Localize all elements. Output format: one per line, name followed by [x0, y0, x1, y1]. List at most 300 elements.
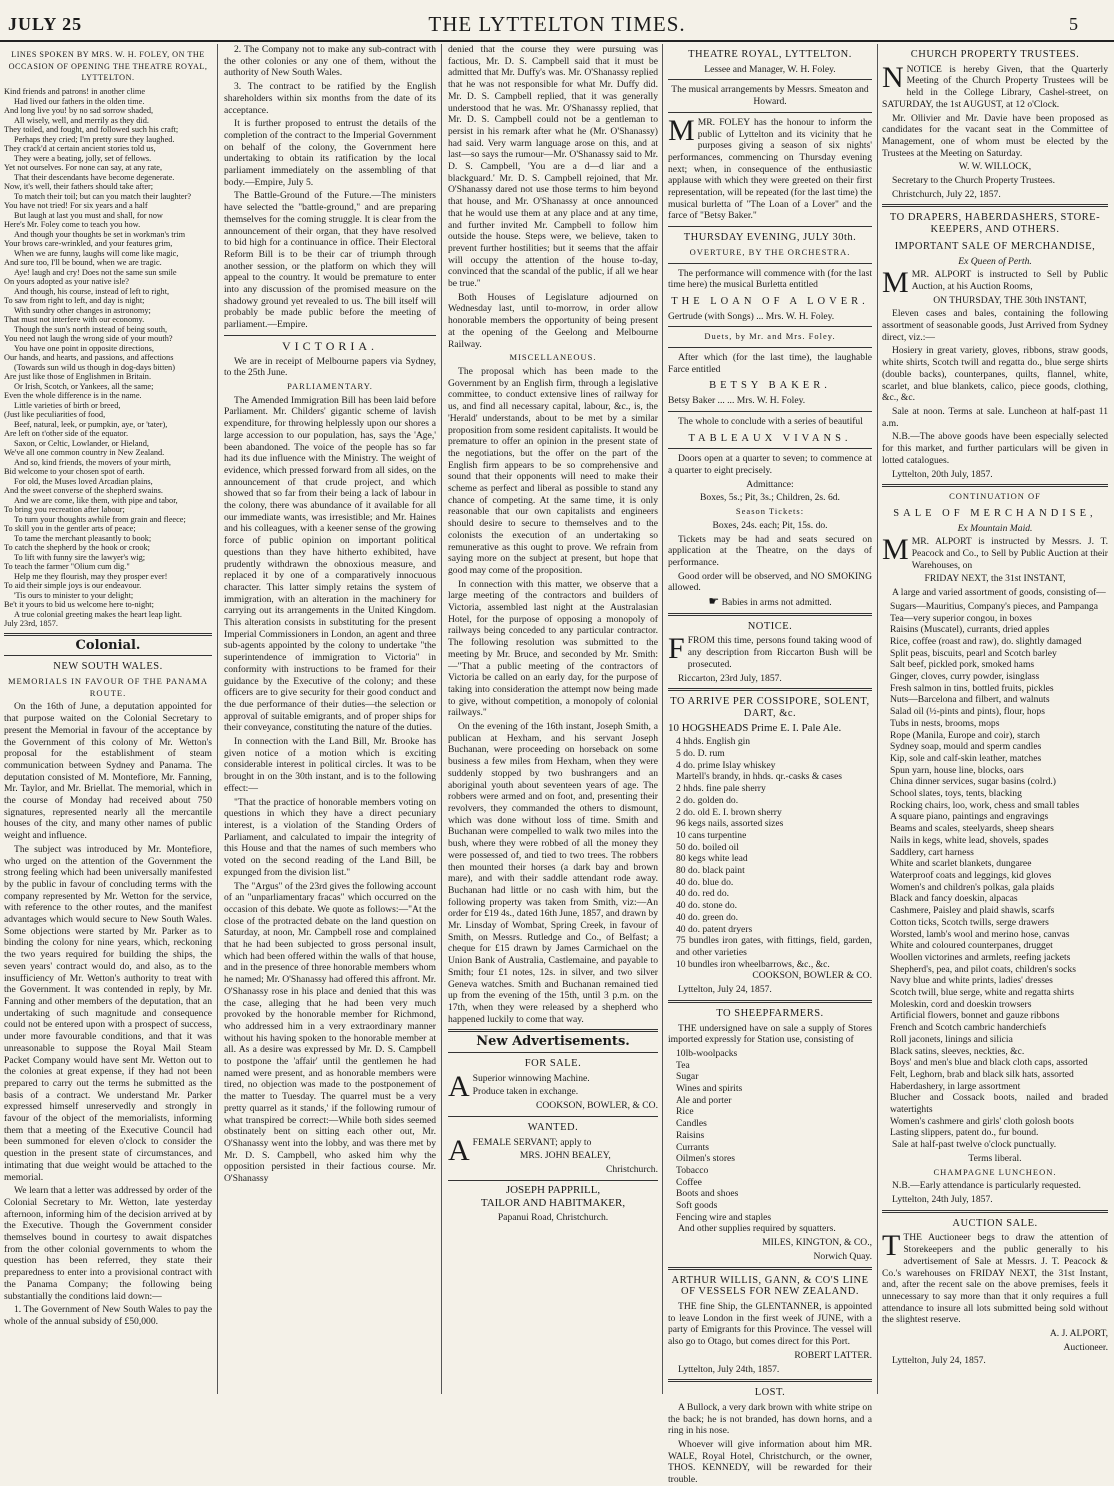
arrive-item: 75 bundles iron gates, with fittings, field, garden, and other varieties: [676, 935, 872, 958]
poem-line: That their descendants have become degenerate.: [14, 172, 175, 182]
poem-line: (Towards sun wild us though in dog-days bitten): [14, 362, 175, 372]
sheep-item: Candles: [676, 1118, 707, 1130]
alport2-date-2: Lyttelton, 24th July, 1857.: [892, 1193, 993, 1205]
alport2-date: FRIDAY NEXT, the 31st INSTANT,: [924, 573, 1066, 585]
champagne-luncheon: CHAMPAGNE LUNCHEON.: [933, 1166, 1057, 1177]
sheep-item: 10lb-woolpacks: [676, 1047, 738, 1059]
arrive-item: 50 do. boiled oil: [676, 841, 739, 853]
victoria-paragraph: The "Argus" of the 23rd gives the following account of an "unparliamentary fracas" which occurred on the occasion of this debate. We quote as follows:—"At the close of the protracted debate on the land question on Saturday, at noon, Mr. Campbell rose and complained that he had been subjected to gross personal insult, which had been offered within the walls of that house, and in the presence of three honorable members whom he named; Mr. O'Shanassy had offered this affront. Mr. O'Shanassy rose in his place and denied that this was the case, alleging that he had been very much provoked by the honorable member for Richmond, who addressed him in a very extraordinary manner without his having spoken to the honorable member at all. As a desire was expressed by Mr. D. S. Campbell to postpone the 'affair' until the gentlemen he had named were present, and as honorable members were tired, no objection was made to the postponement of the matter to Tuesday. The quarrel must be a very pretty quarrel as it stands,' if the following rumour of what transpired be correct:—While both sides seemed obstinately bent on sitting each other out, Mr. O'Shanassy went into the lobby, and was there met by Mr. D. S. Campbell, who asked him why the opposition persisted in their factious course. Mr. O'Shanassy: [224, 880, 436, 1185]
poem-line: Are left on t'other side of the equator.: [4, 429, 129, 439]
babies-text: Babies in arms not admitted.: [721, 597, 832, 609]
auction-role: Auctioneer.: [1063, 1341, 1108, 1353]
betsy-cast: Betsy Baker ... ... Mrs. W. H. Foley.: [668, 395, 806, 407]
column-5: [882, 44, 1108, 1394]
poem-line: But laugh at last you must and shall, for now: [14, 210, 163, 220]
tailor-address: Papanui Road, Christchurch.: [497, 1212, 609, 1224]
arrive-item: Martell's brandy, in hhds. qr.-casks & cases: [676, 771, 843, 783]
poem-line: You have one point in opposite directions,: [14, 343, 154, 353]
poem-line: All wisely, well, and merrily as they did.: [14, 115, 149, 125]
alport2-item: Woollen victorines and armlets, reefing jackets: [890, 951, 1071, 963]
divider: [448, 1116, 658, 1117]
alport2-item: Boys' and men's blue and black cloth caps, assorted: [890, 1057, 1088, 1069]
alport-text: MR. ALPORT is instructed to Sell by Public Auction, at his Auction Rooms,: [911, 269, 1108, 292]
divider: [668, 613, 872, 616]
victoria-heading: VICTORIA.: [281, 338, 379, 353]
contract-condition: 2. The Company not to make any sub-contract with the other colonies or any one of them, without the authority of New South Wales.: [224, 44, 436, 79]
sheep-intro: THE undersigned have on sale a supply of Stores imported expressly for Station use, consisting of: [668, 1022, 872, 1046]
tailor-name: JOSEPH PAPPRILL,: [505, 1183, 601, 1196]
miscellaneous-paragraph: The proposal which has been made to the Government by an English firm, through a legislative committee, to conduct extensive lines of railway for us, and find all necessary capital, labour, &c., is, the 'Herald' understands, about to be met by a similar proposition from some resident capitalists. It would be premature to offer an opinion in the present state of the negotiations, but the offer on the part of the English firm appears to be so comprehensive and sound that their opponents will need to make their scheme as perfect and liberal as possible to stand any chance of competing. At the same time, it is only reasonable that our own capitalists and engineers should desire to secure to themselves and to the colonists the execution of an undertaking so remunerative as this ought to prove. We refrain from saying more on the subject at present, but hope that good may come of the proposition.: [448, 365, 658, 576]
arrive-item: 80 do. black paint: [676, 865, 745, 877]
alport2-item: Ginger, cloves, curry powder, isinglass: [890, 671, 1040, 683]
arrive-item: 4 do. prime Islay whiskey: [676, 759, 776, 771]
arrive-item: 4 hhds. English gin: [676, 736, 751, 748]
arrive-item: 40 do. stone do.: [676, 900, 738, 912]
continuation-title: SALE OF MERCHANDISE,: [893, 507, 1097, 519]
alport2-item: Scotch twill, blue serge, white and regatta shirts: [890, 987, 1074, 999]
column-4: [668, 44, 872, 1486]
drapers-heading: TO DRAPERS, HABERDASHERS, STORE-KEEPERS, AND OTHERS.: [889, 212, 1101, 236]
sheep-item: Tea: [676, 1059, 690, 1071]
poem-line: To saw from right to left, and day is night;: [4, 296, 145, 306]
alport2-list: [882, 601, 1108, 1139]
babies-note: [668, 596, 872, 609]
alport-list: Hosiery in great variety, gloves, ribbons, straw goods, white shirts, Scotch twill and regatta do., blue serge shirts (double backs), counterpanes, quilts, flannel, white, scarlet, and blue blankets, calico, piece goods, clothing, &c., &c.: [882, 345, 1108, 404]
church-notice: [882, 60, 1108, 111]
duets: Duets, by Mr. and Mrs. Foley.: [704, 331, 836, 342]
divider: [882, 204, 1108, 207]
poem-line: Help me they flourish, may they prosper ever!: [14, 571, 168, 581]
divider: [448, 1180, 658, 1181]
alport2-item: Kip, sole and calf-skin leather, matches: [890, 752, 1042, 764]
divider: [882, 484, 1108, 487]
thursday-heading: THURSDAY EVENING, JULY 30th.: [683, 232, 857, 244]
battle-ground-article: The Battle-Ground of the Future.—The ministers have selected the "battle-ground," and are preparing themselves for the coming struggle. It is clear from the announcement of their organ, that they have resolved to bid high for a continuance in office. Their Electoral Reform Bill is to be their car of triumph through another session, or the platform on which they will appeal to the country. It would be premature to enter into any discussion of the promised measure on the shadowy ground yet revealed to us. The bill itself will probably be made public before the meeting of parliament.—Empire.: [224, 190, 436, 331]
poem-line: Though the sun's north instead of being south,: [14, 324, 168, 334]
poem-line: And long live you! by no sad sorrow shaded,: [4, 106, 154, 116]
alport2-item: Haberdashery, in large assortment: [890, 1080, 1021, 1092]
poem-line: July 23rd, 1857.: [4, 619, 58, 629]
alport2-item: Salt beef, pickled pork, smoked hams: [890, 659, 1035, 671]
poem-line: Had lived our fathers in the olden time.: [14, 96, 145, 106]
poem-line: Aye! laugh and cry! Does not the same sun smile: [14, 267, 177, 277]
vessels-date: Lyttelton, July 24th, 1857.: [678, 1363, 780, 1375]
church-date: Christchurch, July 22, 1857.: [892, 188, 1001, 200]
sheep-item: Soft goods: [676, 1200, 718, 1212]
admittance-label: Admittance:: [746, 478, 794, 490]
overture: OVERTURE, BY THE ORCHESTRA.: [689, 246, 851, 257]
poem-line: On yours adopted as your native isle?: [4, 277, 129, 287]
pointing-hand-icon: ☛: [708, 594, 720, 609]
poem-line: Here's Mr. Foley come to teach you how.: [4, 220, 141, 230]
sheep-item: Raisins: [676, 1129, 705, 1141]
page-number: 5: [1069, 14, 1078, 34]
loan-title: THE LOAN OF A LOVER.: [671, 295, 869, 307]
alport-terms: Sale at noon. Terms at sale. Luncheon at half-past 11 a.m.: [882, 405, 1108, 429]
auction-notice: [882, 1229, 1108, 1326]
poem-line: Little varieties of birth or breed,: [14, 400, 121, 410]
betsy-title: BETSY BAKER.: [709, 380, 831, 392]
alport2-item: School slates, toys, tents, blacking: [890, 788, 1022, 800]
arrive-item: 80 kegs white lead: [676, 853, 748, 865]
divider: [668, 347, 872, 348]
alport2-text-2: A large and varied assortment of goods, consisting of—: [892, 587, 1106, 599]
poem-line: And the sweet converse of the shepherd swains.: [4, 486, 163, 496]
vessels-text: THE fine Ship, the GLENTANNER, is appointed to leave London in the first week of JUNE, with a party of Emigrants for this Province. The vessel will also go to Otago, but comes direct for this Port.: [668, 1300, 872, 1348]
poem-line: To skill you in the gentler arts of peace;: [4, 524, 136, 534]
auction-text: THE Auctioneer begs to draw the attention of Storekeepers and the public generally to his advertisement of Sale at Messrs. J. T. Peacock & Co.'s warehouses on FRIDAY NEXT, the 31st Instant, and, after the recent sale on the above premises, feels it unnecessary to say more than that it only requires a full attendance to insure all lots submitted being sold without the slightest reserve.: [882, 1232, 1108, 1326]
poem-line: Our hands, and hearts, and passions, and affections: [4, 353, 174, 363]
poem-line: And so, kind friends, the movers of your mirth,: [14, 457, 171, 467]
poem-line: (Just like peculiarities of food,: [4, 410, 106, 420]
alport2-item: French and Scotch cambric handerchiefs: [890, 1022, 1047, 1034]
tableaux-title: TABLEAUX VIVANS.: [688, 432, 852, 444]
nsw-subheading: MEMORIALS IN FAVOUR OF THE PANAMA ROUTE.: [7, 676, 209, 698]
arrive-item: 2 do. old E. I. brown sherry: [676, 806, 782, 818]
article-paragraph: denied that the course they were pursuing was factious, Mr. D. S. Campbell said that it must be admitted that Mr. Duffy's was. Mr. O'Shanassy replied that he was not responsible for what Mr. Duffy did. Mr. D. S. Campbell replied, that it was generally understood that he was. Mr. O'Shanassy replied, that Mr. D. S. Campbell could not be a gentleman to persist in his remark after what he (Mr. O'Shanassy) had said. Very warm language arose on this, and at last—so says the rumour—Mr. O'Shanassy said to Mr. D. S. Campbell, 'You are a d—d liar and a blackguard.' Mr. D. S. Campbell rejoined, that Mr. O'Shanassy dared not use those terms to him beyond that house, and Mr. O'Shanassy at once announced that he would use them at any place and at any time, and further invited Mr. Campbell to follow him outside the house. Steps were, we believe, taken to prevent further hostilities; but it seems that the affair will occupy the attention of the house to-day, convinced that the scandal of the public, if all we hear be true.": [448, 44, 658, 290]
alport2-item: Beams and scales, steelyards, sheep shears: [890, 823, 1054, 835]
gertrude-cast: Gertrude (with Songs) ... Mrs. W. H. Foley.: [668, 310, 835, 322]
forsale-ad: [448, 1069, 658, 1112]
poem-line: To bring you recreation after labour;: [4, 505, 125, 515]
poem-line: That must not interfere with our economy.: [4, 315, 145, 325]
alport2-item: Blucher and Cossack boots, nailed and braded watertights: [890, 1092, 1108, 1116]
alport2-item: Salad oil (½-pints and pints), flour, hops: [890, 706, 1045, 718]
poem: [4, 87, 212, 629]
alport2-item: Roll jaconets, linings and silicia: [890, 1033, 1013, 1045]
drop-cap: F: [668, 632, 685, 666]
sheep-other: And other supplies required by squatters.: [678, 1223, 836, 1235]
contract-condition: 3. The contract to be ratified by the English shareholders within six months from the date of its acceptance.: [224, 81, 436, 116]
poem-line: When we are funny, laughs will come like magic,: [14, 248, 179, 258]
drop-cap: M: [882, 533, 909, 567]
notice-ad: [668, 632, 872, 670]
column-1: [4, 44, 212, 1394]
alport2-item: Nails in kegs, white lead, shovels, spades: [890, 834, 1049, 846]
alport2-item: Rope (Manila, Europe and coir), starch: [890, 729, 1040, 741]
auction-date: Lyttelton, July 24, 1857.: [892, 1355, 986, 1367]
column-rule: [441, 44, 442, 1394]
sheep-item: Coffee: [676, 1176, 702, 1188]
alport2-terms: Terms liberal.: [968, 1152, 1022, 1164]
arrive-item: 10 bundles iron wheelbarrows, &c., &c.: [676, 958, 830, 970]
divider: [448, 1052, 658, 1053]
wanted-ad: [448, 1133, 658, 1176]
poem-line: Perhaps they cried; I'm pretty sure they laughed.: [14, 134, 175, 144]
church-role: Secretary to the Church Property Trustees.: [892, 175, 1056, 187]
season-prices: Boxes, 24s. each; Pit, 15s. do.: [712, 519, 828, 531]
poem-line: To aid their simple joys is our endeavour.: [4, 581, 142, 591]
victoria-paragraph: The Amended Immigration Bill has been laid before Parliament. Mr. Childers' gigantic scheme of lavish expenditure, for throwing helplessly upon our shores a large accession to our population, has, says the 'Age,' been abandoned. The voice of the people has so far had its due influence with the Ministry. The weight of evidence, which pressed forward from all sides, on the announcement of that crude project, and which showed that so far from their being a lack of labour in the colony, there was abundance of it available for all our immediate wants, was irresistible; and Mr. Haines and his colleagues, with a keener sense of the growing force of public opinion on important political questions than they have hitherto exhibited, have prudently withdrawn the obnoxious measure, and replaced it by one of a comparatively innocuous character. This latter simply retains the system of immigration, with an alteration in the machinery for carrying out its arrangements in the United Kingdom. This alteration consists in substituting for the present Imperial Commissioners in London, an agent and three sub-agents appointed by the colony to undertake "the superintendence of immigration to Victoria" in conformity with instructions to be framed for their guidance by the Executive of the colony; and these officers are to give security for their good conduct and the due performance of their duties—the selection or approval of suitable emigrants, and of proper ships for their conveyance, constituting the nature of the duties.: [224, 394, 436, 734]
arrive-list: [668, 736, 872, 970]
victoria-article: [224, 395, 436, 1185]
wanted-heading: WANTED.: [527, 1121, 579, 1133]
alport-text-2: Eleven cases and bales, containing the following assortment of seasonable goods, Just Arrived from Sydney direct, viz.:—: [882, 308, 1108, 343]
arrive-date: Lyttelton, July 24, 1857.: [678, 984, 772, 996]
alport2-item: Cotton ticks, Scotch twills, serge drawers: [890, 916, 1049, 928]
poem-line: Are just like those of Englishmen in Britain.: [4, 372, 152, 382]
lost-reward: Whoever will give information about him MR. WALE, Royal Hotel, Christchurch, or the owner, THOS. KENNEDY, will be rewarded for their trouble.: [668, 1439, 872, 1486]
auction-signature: A. J. ALPORT,: [1049, 1328, 1108, 1340]
alport2-item: China dinner services, sugar basins (colrd.): [890, 776, 1056, 788]
divider: [668, 326, 872, 327]
church-signature: W. W. WILLOCK,: [958, 161, 1032, 173]
poem-line: A true colonial greeting makes the heart leap light.: [14, 609, 182, 619]
notice-text: FROM this time, persons found taking wood of any description from Riccarton Bush will be prosecuted.: [687, 635, 872, 670]
alport2-item: Lasting slippers, patent do., fur bound.: [890, 1127, 1039, 1139]
alport2-item: Raisins (Muscatel), currants, dried apples: [890, 624, 1050, 636]
drapers-subheading: IMPORTANT SALE OF MERCHANDISE,: [894, 240, 1096, 252]
poem-line: Yet not ourselves. For none can say, at any rate,: [4, 163, 163, 173]
poem-line: And though your thoughts be set in workman's trim: [14, 229, 186, 239]
drop-cap: T: [882, 1229, 901, 1263]
poem-line: To match their toil; but can you match their laughter?: [14, 191, 192, 201]
poem-line: Or Irish, Scotch, or Yankees, all the same;: [14, 381, 154, 391]
miscellaneous-article: [448, 366, 658, 1025]
poem-title: LINES SPOKEN BY MRS. W. H. FOLEY, ON THE OCCASION OF OPENING THE THEATRE ROYAL, LYTTELTON.: [8, 50, 208, 83]
poem-line: To teach the farmer "Olium cum dig.": [4, 562, 130, 572]
poem-line: With sundry other changes in astronomy;: [14, 305, 151, 315]
nsw-paragraph: The subject was introduced by Mr. Montefiore, who urged on the attention of the Government the strong feeling which had been universally manifested by the public in favour of concluding terms with the company represented by Mr. Wetton for the service, with reference to the other routes, and the manifest advantages which would secure to New South Wales. Some objections were started by Mr. Parker as to binding the colony for nine years, which, reckoning the two years required for building the ships, the seven years' contract would do, and also, as to the insufficiency of Mr. Wetton's authority to treat with the Government. It was contended in reply, by Mr. Fanning and other members of the deputation, that an undertaking of such magnitude and consequence could not be entered upon with a prospect of success, under more favourable conditions, and that it was unreasonable to suppose the Royal Mail Steam Packet Company would have sent Mr. Wetton out to the colonies at great expense, if they had not been prepared to carry out the terms he submitted as the basis of a contract. We understand Mr. Parker expressed himself unreservedly and strongly in favour of the object of the memorialists, informing them that a meeting of the Executive Council had been summoned for eleven o'clock to consider the question in the present state of circumstances, and intimating that due weight would be attached to the memorial.: [4, 843, 212, 1183]
alport2-item: Rocking chairs, loo, work, chess and small tables: [890, 799, 1080, 811]
divider: [668, 411, 872, 412]
section-heading-colonial: Colonial.: [75, 637, 141, 653]
poem-line: Your brows care-wrinkled, and your features grim,: [4, 239, 173, 249]
drop-cap: N: [882, 60, 904, 94]
article-paragraph: It is further proposed to entrust the details of the completion of the contract to the Imperial Government on behalf of the colony, the Government here undertaking to obtain its ratification by the local parliament immediately on the assembling of that body.—Empire, July 5.: [224, 118, 436, 188]
divider: [668, 263, 872, 264]
alport2-item: Fresh salmon in tins, bottled fruits, pickles: [890, 682, 1054, 694]
alport2-text: MR. ALPORT is instructed by Messrs. J. T. Peacock and Co., to Sell by Public Auction at their Warehouses, on: [911, 536, 1108, 571]
alport2-item: Shepherd's, pea, and pilot coats, children's socks: [890, 963, 1076, 975]
column-3: [448, 44, 658, 1394]
alport2-item: Sydney soap, mould and sperm candles: [890, 741, 1042, 753]
arrive-item: 40 do. patent dryers: [676, 923, 753, 935]
forsale-heading: FOR SALE.: [524, 1058, 582, 1070]
arrive-item: 40 do. blue do.: [676, 876, 734, 888]
contract-conditions: [224, 44, 436, 116]
divider: [668, 1267, 872, 1270]
poem-line: And sure too, I'll be bound, when we are tragic.: [4, 258, 162, 268]
column-rule: [217, 44, 218, 1394]
sheep-item: Currants: [676, 1141, 710, 1153]
wanted-name: MRS. JOHN BEALEY,: [519, 1150, 611, 1162]
lost-text: A Bullock, a very dark brown with white stripe on the back; he is not branded, has down horns, and a ring in his nose.: [668, 1401, 872, 1437]
poem-line: They crack'd at certain ancient stories told us,: [4, 144, 156, 154]
victoria-paragraph: In connection with the Land Bill, Mr. Brooke has given notice of a motion which is exciting considerable interest in political circles. It was to be brought in on the 30th instant, and is to the following effect:—: [224, 736, 436, 794]
sheep-item: Sugar: [676, 1071, 699, 1083]
poem-line: To tame the merchant pleasantly to book;: [14, 533, 152, 543]
sheep-item: Tobacco: [676, 1164, 709, 1176]
divider: [224, 335, 436, 336]
sheep-list: [668, 1048, 872, 1224]
issue-date: JULY 25: [8, 14, 83, 34]
alport2-item: Sugars—Mauritius, Company's pieces, and Pampanga: [890, 600, 1098, 612]
article-paragraph: Both Houses of Legislature adjourned on Wednesday last, until to-morrow, in order allow honorable members the opportunity of being present at the opening of the Geelong and Melbourne Railway.: [448, 291, 658, 350]
sheep-item: Boots and shoes: [676, 1188, 739, 1200]
poem-line: We've all one common country in New Zealand.: [4, 448, 165, 458]
column-rule: [877, 44, 878, 1394]
forsale-line: Produce taken in exchange.: [472, 1086, 579, 1098]
masthead: [0, 0, 1114, 42]
poem-line: Saxon, or Celtic, Lowlander, or Hieland,: [14, 438, 149, 448]
church-text-2: Mr. Ollivier and Mr. Davie have been proposed as candidates for the vacant seat in the Committee of Management, one of whom must be elected by the Trustees at the Meeting on Saturday.: [882, 112, 1108, 159]
newspaper-title: THE LYTTELTON TIMES.: [428, 12, 686, 36]
alport-date-2: Lyttelton, 20th July, 1857.: [892, 468, 993, 480]
church-heading: CHURCH PROPERTY TRUSTEES.: [910, 49, 1080, 60]
poem-line: You need not laugh the wrong side of your mouth?: [4, 334, 173, 344]
church-text: NOTICE is hereby Given, that the Quarterly Meeting of the Church Property Trustees will be held in the College Library, Cashel-street, on SATURDAY, the 1st AUGUST, at 12 o'Clock.: [882, 63, 1108, 110]
arrive-item: 5 do. D. rum: [676, 748, 725, 760]
new-advertisements-heading: New Advertisements.: [476, 1034, 630, 1050]
notice-date: Riccarton, 23rd July, 1857.: [678, 672, 782, 684]
column-2: [224, 44, 436, 1394]
drapers-ship: Ex Queen of Perth.: [958, 255, 1032, 267]
arrive-item: 96 kegs nails, assorted sizes: [676, 818, 784, 830]
performance-note: The performance will commence with (for the last time here) the musical Burletta entitled: [668, 267, 872, 291]
divider: [668, 79, 872, 80]
season-label: Season Tickets:: [735, 506, 805, 517]
sheep-signature: MILES, KINGTON, & CO.,: [762, 1237, 872, 1249]
divider: [448, 1029, 658, 1032]
alport2-item: Tubs in nests, brooms, mops: [890, 717, 1000, 729]
miscellaneous-heading: MISCELLANEOUS.: [509, 352, 597, 363]
drop-cap: M: [668, 113, 695, 147]
divider: [668, 688, 872, 691]
poem-line: To turn your thoughts awhile from grain and fleece;: [14, 514, 186, 524]
alport2-item: Worsted, lamb's wool and merino hose, canvas: [890, 928, 1070, 940]
tailor-trade: TAILOR AND HABITMAKER,: [480, 1197, 626, 1210]
arrive-lead: 10 HOGSHEADS Prime E. I. Pale Ale.: [668, 721, 842, 734]
vessels-heading: ARTHUR WILLIS, GANN, & CO'S LINE OF VESSELS FOR NEW ZEALAND.: [671, 1274, 869, 1298]
poem-line: Be't it yours to bid us welcome here to-night;: [4, 600, 154, 610]
alport2-item: Spun yarn, house line, blocks, oars: [890, 764, 1024, 776]
victoria-intro: We are in receipt of Melbourne papers via Sydney, to the 25th June.: [224, 355, 436, 379]
notice-heading: NOTICE.: [747, 620, 793, 632]
alport2-item: Cashmere, Paisley and plaid shawls, scarfs: [890, 905, 1055, 917]
foley-announcement: [668, 113, 872, 222]
divider: [882, 1210, 1108, 1213]
miscellaneous-paragraph: On the evening of the 16th instant, Joseph Smith, a publican at Hexham, and his servant Joseph Buchanan, were proceeding on horseback on some business a few miles from Hexham, when they were suddenly stopped by two bushrangers and an aboriginal youth about seventeen years of age. The robbers were armed and on foot, and, presenting their revolvers, they commanded the others to dismount, which was done without loss of time. Smith and Buchanan were compelled to walk two miles into the bush, where they were robbed of all the money they were possessed of, and tied to two trees. The robbers then mounted their horses (a dark bay and brown mare), and with their saddle attendant rode away. Buchanan had little or no cash with him, but the following property was taken from Smith, viz:—An order for £19 4s., dated 16th June, 1857, and drawn by Mr. Linsday of Wombat, Spring Creek, in favour of Smith, on Messrs. Rutledge and Co., of Belfast; a cheque for £15 drawn by James Carmichael on the Union Bank of Australia, Castlemaine, and payable to Smith; four £1 notes, 12s. in silver, and two silver Geneva watches. Smith and Buchanan remained tied up from the evening of the 15th, until 3 p.m. on the 17th, when they were released by a shepherd who happened luckily to come that way.: [448, 721, 658, 1025]
arrive-item: 10 cans turpentine: [676, 829, 747, 841]
drop-cap: M: [882, 266, 909, 300]
after-note: After which (for the last time), the laughable Farce entitled: [668, 352, 872, 375]
sheep-item: Wines and spirits: [676, 1083, 743, 1095]
tickets-note: Tickets may be had and seats secured on application at the Theatre, on the days of performance.: [668, 533, 872, 568]
wanted-text: FEMALE SERVANT; apply to: [472, 1136, 592, 1148]
alport2-sale: Sale at half-past twelve o'clock punctually.: [892, 1139, 1057, 1151]
nsw-paragraph: We learn that a letter was addressed by order of the Colonial Secretary to Mr. Wetton, late yesterday afternoon, informing him of the decision arrived at by the Executive. Though the Government consider themselves bound in courtesy to await dispatches from the other colonial governments to whom the question has been referred, they state their preparedness to enter into a provisional contract with the Panama Company; the following being substantially the conditions laid down:—: [4, 1185, 212, 1302]
alport2-nb: N.B.—Early attendance is particularly requested.: [892, 1180, 1081, 1192]
theatre-musical: The musical arrangements by Messrs. Smeaton and Howard.: [671, 84, 869, 108]
divider: [668, 448, 872, 449]
admittance-prices: Boxes, 5s.; Pit, 3s.; Children, 2s. 6d.: [700, 492, 840, 504]
arrive-signature: COOKSON, BOWLER & CO.: [752, 970, 872, 982]
alport2-item: Black satins, sleeves, neckties, &c.: [890, 1045, 1025, 1057]
poem-line: And we are come, like them, with pipe and tabor,: [14, 495, 178, 505]
poem-line: Kind friends and patrons! in another clime: [4, 87, 146, 97]
divider: [668, 1379, 872, 1382]
divider: [668, 112, 872, 113]
parliamentary-heading: PARLIAMENTARY.: [287, 380, 373, 391]
alport2-item: Tea—very superior congou, in boxes: [890, 612, 1032, 624]
divider: [668, 226, 872, 227]
foley-text: MR. FOLEY has the honour to inform the public of Lyttelton and its vicinity that he purposes giving a season of six nights' performances, commencing on Thursday evening next; when, in consequence of the enthusiastic applause with which they were greeted on their first representation, will be repeated (for the last time) the musical burletta of "The Loan of a Lover" and the farce of "Betsy Baker.": [668, 116, 872, 222]
divider: [4, 655, 212, 656]
poem-line: They toiled, and fought, and followed such his craft;: [4, 125, 179, 135]
conclusion-note: The whole to conclude with a series of beautiful: [678, 415, 863, 427]
forsale-line: Superior winnowing Machine.: [472, 1072, 590, 1084]
alport2-item: Women's cashmere and girls' cloth golosh boots: [890, 1115, 1074, 1127]
continuation-heading: CONTINUATION OF: [949, 491, 1041, 502]
alport2-item: Artificial flowers, bonnet and gauze ribbons: [890, 1010, 1060, 1022]
divider: [668, 1000, 872, 1003]
poem-line: You have not tried! For six years and a half: [4, 201, 148, 211]
drop-cap: A: [448, 1069, 470, 1103]
arrive-heading: TO ARRIVE PER COSSIPORE, SOLENT, DART, &c.: [670, 696, 870, 719]
alport2-item: Saddlery, cart harness: [890, 846, 974, 858]
sheep-item: Fencing wire and staples: [676, 1211, 772, 1223]
nsw-paragraph: On the 16th of June, a deputation appointed for that purpose waited on the Colonial Secretary to present the Memorial in favour of the acceptance by the Government of this colony of Mr. Wetton's proposal for the establishment of steam communication between Sydney and Panama. The deputation consisted of M. Montefiore, Mr. Fanning, Mr. Taylor, and Mr. Briellat. The memorial, which in the course of Monday had received about 750 signatures, represented nearly all the mercantile houses of the city, and many other names of public weight and influence.: [4, 701, 212, 842]
wanted-place: Christchurch.: [606, 1163, 658, 1175]
alport2-item: A square piano, paintings and engravings: [890, 811, 1049, 823]
alport2-item: Navy blue and white prints, ladies' dresses: [890, 975, 1053, 987]
order-note: Good order will be observed, and NO SMOKING allowed.: [668, 570, 872, 594]
alport-date: ON THURSDAY, THE 30th INSTANT,: [933, 294, 1087, 306]
alport2-item: Rice, coffee (roast and raw), do. slightly damaged: [890, 635, 1082, 647]
lost-heading: LOST.: [754, 1387, 786, 1399]
alport2-item: White and scarlet blankets, dungaree: [890, 858, 1032, 870]
victoria-paragraph: "That the practice of honorable members voting on questions in which they have a direct pecuniary interest, is a violation of the Standing Orders of Parliament, and calculated to impair the integrity of this House and that the names of such members who voted on the second reading of the Land Bill, be expunged from the division list.": [224, 796, 436, 878]
alport2-item: Nuts—Barcelona and filbert, and walnuts: [890, 694, 1050, 706]
sheep-item: Oilmen's stores: [676, 1153, 736, 1165]
poem-line: And though, his course, instead of left to right,: [14, 286, 170, 296]
column-rule: [662, 44, 663, 1394]
poem-line: Now, it's well, their fathers should take after;: [4, 182, 154, 192]
sheep-item: Rice: [676, 1106, 694, 1118]
alport2-item: Waterproof coats and leggings, kid gloves: [890, 870, 1052, 881]
auction-heading: AUCTION SALE.: [952, 1217, 1038, 1229]
poem-line: To catch the shepherd by the hook or crook;: [4, 543, 150, 553]
nsw-article: [4, 701, 212, 1327]
theatre-lessee: Lessee and Manager, W. H. Foley.: [704, 63, 836, 75]
poem-line: 'Tis ours to minister to your delight;: [14, 590, 134, 600]
poem-line: Bid welcome to your chosen spot of earth.: [4, 467, 145, 477]
forsale-signature: COOKSON, BOWLER, & CO.: [535, 1100, 658, 1112]
alport2-item: White and coloured counterpanes, drugget: [890, 940, 1053, 952]
arrive-item: 40 do. green do.: [676, 911, 739, 923]
arrive-item: 2 hhds. fine pale sherry: [676, 783, 766, 795]
alport2-item: Women's and children's polkas, gala plaids: [890, 881, 1055, 893]
vessels-signature: ROBERT LATTER.: [794, 1349, 872, 1361]
alport2-item: Black and fancy doeskin, alpacas: [890, 893, 1018, 905]
alport2-item: Felt, Leghorn, brab and black silk hats, assorted: [890, 1068, 1074, 1080]
sheep-place: Norwich Quay.: [813, 1250, 872, 1262]
nsw-paragraph: 1. The Government of New South Wales to pay the whole of the annual subsidy of £50,000.: [4, 1304, 212, 1327]
doors-note: Doors open at a quarter to seven; to commence at a quarter to eight precisely.: [668, 453, 872, 476]
arrive-item: 2 do. golden do.: [676, 794, 739, 806]
poem-line: To lift with funny sire the lawyer's wig;: [14, 552, 146, 562]
poem-line: For old, the Muses loved Arcadian plains,: [14, 476, 153, 486]
alport-sale-2: [882, 533, 1108, 571]
theatre-heading: THEATRE ROYAL, LYTTELTON.: [688, 49, 852, 60]
nsw-heading: NEW SOUTH WALES.: [53, 661, 163, 673]
alport2-item: Moleskin, cord and doeskin trowsers: [890, 998, 1032, 1010]
sheep-item: Ale and porter: [676, 1094, 732, 1106]
poem-line: Beef, natural, leek, or pumpkin, aye, or 'tater),: [14, 419, 168, 429]
continuation-ship: Ex Mountain Maid.: [957, 522, 1033, 534]
sheep-heading: TO SHEEPFARMERS.: [716, 1007, 824, 1019]
